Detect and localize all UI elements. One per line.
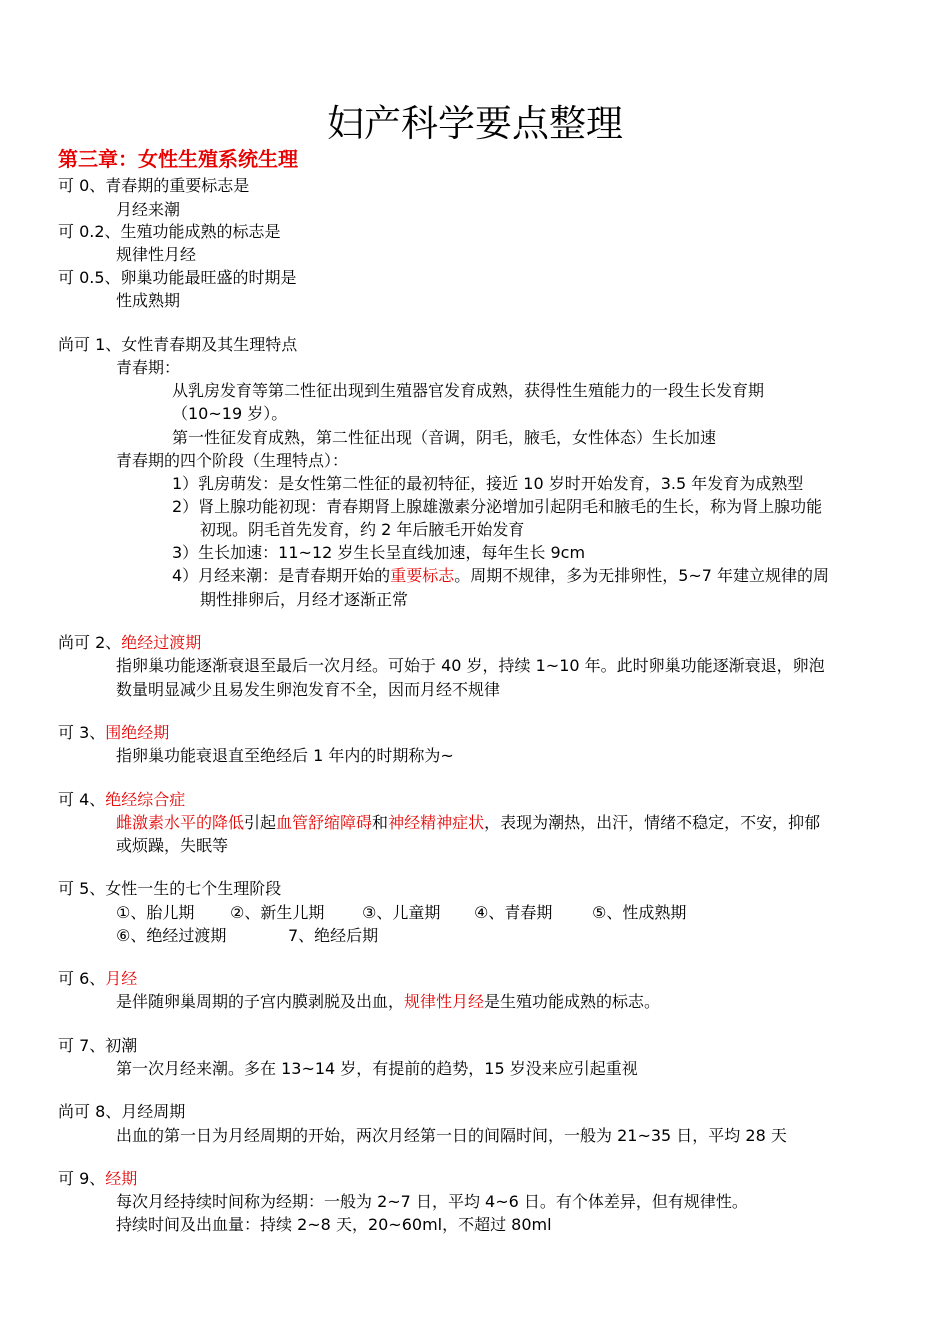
question-text: 女性青春期及其生理特点 bbox=[121, 335, 298, 354]
body-line bbox=[116, 812, 820, 834]
highlight-text: 重要标志 bbox=[390, 566, 455, 585]
text-segment: 4）月经来潮：是青春期开始的 bbox=[172, 566, 391, 585]
text-segment: 和 bbox=[372, 813, 389, 832]
life-stage: ③、儿童期 bbox=[362, 903, 441, 922]
subheading-stages: 青春期的四个阶段（生理特点）： bbox=[116, 451, 349, 470]
question-prefix: 可 5、 bbox=[58, 879, 106, 898]
highlight-text: 神经精神症状 bbox=[388, 813, 485, 832]
question-text: 生殖功能成熟的标志是 bbox=[120, 222, 281, 241]
question-0-5 bbox=[58, 267, 297, 289]
question-prefix: 尚可 2、 bbox=[58, 633, 122, 652]
body-line: 指卵巢功能逐渐衰退至最后一次月经。可始于 40 岁，持续 1~10 年。此时卵巢功能逐渐衰退，卵泡 bbox=[116, 656, 825, 675]
highlight-heading: 绝经综合症 bbox=[105, 790, 186, 809]
question-text: 青春期的重要标志是 bbox=[105, 176, 250, 195]
question-prefix: 可 0.5、 bbox=[58, 268, 121, 287]
question-8-heading bbox=[58, 1101, 185, 1123]
text-segment: 。周期不规律，多为无排卵性，5~7 年建立规律的周 bbox=[454, 566, 830, 585]
text-segment: 引起 bbox=[244, 813, 277, 832]
highlight-text: 规律性月经 bbox=[404, 992, 485, 1011]
question-prefix: 可 0、 bbox=[58, 176, 106, 195]
stage-item-1: 1）乳房萌发：是女性第二性征的最初特征，接近 10 岁时开始发育，3.5 年发育为成熟型 bbox=[172, 474, 804, 493]
definition-line: （10~19 岁）。 bbox=[172, 404, 288, 423]
question-prefix: 可 9、 bbox=[58, 1169, 106, 1188]
question-9-heading bbox=[58, 1168, 137, 1190]
question-1-heading bbox=[58, 334, 297, 356]
highlight-heading: 经期 bbox=[105, 1169, 138, 1188]
question-prefix: 可 6、 bbox=[58, 969, 106, 988]
page-title: 妇产科学要点整理 bbox=[327, 101, 623, 145]
highlight-heading: 绝经过渡期 bbox=[121, 633, 202, 652]
question-6-heading bbox=[58, 968, 137, 990]
question-prefix: 尚可 8、 bbox=[58, 1102, 122, 1121]
body-line: 每次月经持续时间称为经期：一般为 2~7 日，平均 4~6 日。有个体差异，但有规律性。 bbox=[116, 1192, 748, 1211]
body-line: 出血的第一日为月经周期的开始，两次月经第一日的间隔时间，一般为 21~35 日，平均 28 天 bbox=[116, 1126, 787, 1145]
body-line: 持续时间及出血量：持续 2~8 天，20~60ml，不超过 80ml bbox=[116, 1215, 552, 1234]
highlight-heading: 围绝经期 bbox=[105, 723, 170, 742]
definition-line: 第一性征发育成熟，第二性征出现（音调，阴毛，腋毛，女性体态）生长加速 bbox=[172, 428, 717, 447]
chapter-heading: 第三章：女性生殖系统生理 bbox=[58, 147, 298, 171]
body-line: 数量明显减少且易发生卵泡发育不全，因而月经不规律 bbox=[116, 680, 501, 699]
life-stage: ②、新生儿期 bbox=[230, 903, 325, 922]
question-text: 女性一生的七个生理阶段 bbox=[105, 879, 282, 898]
highlight-heading: 月经 bbox=[105, 969, 138, 988]
highlight-text: 血管舒缩障碍 bbox=[276, 813, 373, 832]
subheading-puberty: 青春期： bbox=[116, 358, 181, 377]
answer-0-2: 规律性月经 bbox=[116, 245, 197, 264]
stage-item-4 bbox=[172, 565, 829, 587]
life-stage: ①、胎儿期 bbox=[116, 903, 195, 922]
question-prefix: 可 0.2、 bbox=[58, 222, 121, 241]
question-3-heading bbox=[58, 722, 169, 744]
question-text: 卵巢功能最旺盛的时期是 bbox=[120, 268, 297, 287]
question-4-heading bbox=[58, 789, 185, 811]
definition-line: 从乳房发育等第二性征出现到生殖器官发育成熟，获得性生殖能力的一段生长发育期 bbox=[172, 381, 765, 400]
life-stage: 7、绝经后期 bbox=[288, 926, 379, 945]
answer-0-5: 性成熟期 bbox=[116, 291, 181, 310]
stage-item-2-cont: 初现。阴毛首先发育，约 2 年后腋毛开始发育 bbox=[200, 520, 525, 539]
question-prefix: 可 7、 bbox=[58, 1036, 106, 1055]
question-2-heading bbox=[58, 632, 201, 654]
question-5-heading bbox=[58, 878, 281, 900]
stage-item-4-cont: 期性排卵后，月经才逐渐正常 bbox=[200, 590, 409, 609]
question-0 bbox=[58, 175, 249, 197]
question-prefix: 可 3、 bbox=[58, 723, 106, 742]
stage-item-3: 3）生长加速：11~12 岁生长呈直线加速，每年生长 9cm bbox=[172, 543, 586, 562]
life-stage: ⑤、性成熟期 bbox=[592, 903, 687, 922]
question-text: 初潮 bbox=[105, 1036, 138, 1055]
body-line bbox=[116, 991, 660, 1013]
highlight-text: 雌激素水平的降低 bbox=[116, 813, 245, 832]
question-prefix: 可 4、 bbox=[58, 790, 106, 809]
question-prefix: 尚可 1、 bbox=[58, 335, 122, 354]
stage-item-2: 2）肾上腺功能初现：青春期肾上腺雄激素分泌增加引起阴毛和腋毛的生长，称为肾上腺功能 bbox=[172, 497, 823, 516]
text-segment: 是生殖功能成熟的标志。 bbox=[484, 992, 661, 1011]
life-stage: ④、青春期 bbox=[474, 903, 553, 922]
body-line: 第一次月经来潮。多在 13~14 岁，有提前的趋势，15 岁没来应引起重视 bbox=[116, 1059, 638, 1078]
life-stage: ⑥、绝经过渡期 bbox=[116, 926, 227, 945]
text-segment: ，表现为潮热，出汗，情绪不稳定，不安，抑郁 bbox=[484, 813, 821, 832]
question-0-2 bbox=[58, 221, 281, 243]
question-7-heading bbox=[58, 1035, 137, 1057]
text-segment: 是伴随卵巢周期的子宫内膜剥脱及出血， bbox=[116, 992, 405, 1011]
body-line: 或烦躁，失眠等 bbox=[116, 836, 229, 855]
question-text: 月经周期 bbox=[121, 1102, 186, 1121]
answer-0: 月经来潮 bbox=[116, 200, 181, 219]
body-line: 指卵巢功能衰退直至绝经后 1 年内的时期称为~ bbox=[116, 746, 454, 765]
